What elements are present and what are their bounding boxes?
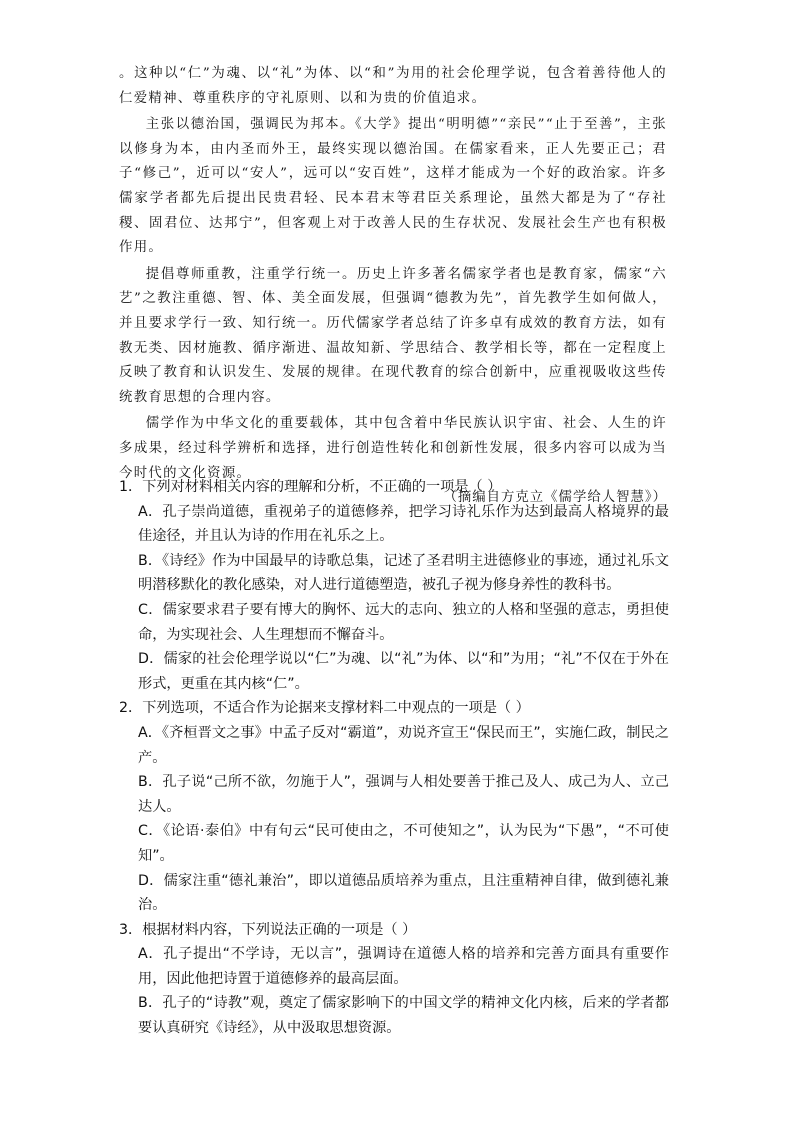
option-b: B．《诗经》作为中国最早的诗歌总集，记述了圣君明主进德修业的事迹，通过礼乐文明潜移默化的教化感染，对人进行道德塑造，被孔子视为修身养性的教科书。 xyxy=(138,552,669,594)
passage-paragraph-3: 提倡尊师重教，注重学行统一。历史上许多著名儒家学者也是教育家，儒家“六艺”之教注重德、智、体、美全面发展，但强调“德教为先”，首先教学生如何做人，并且要求学行一致、知行统一。历代儒家学者总结了许多卓有成效的教育方法，如有教无类、因材施教、循序渐进、温故知新、学思结合、教学相长等，都在一定程度上反映了教育和认识发生、发展的规律。在现代教育的综合创新中，应重视吸收这些传统教育思想的合理内容。 xyxy=(119,266,667,405)
option-a: A．《齐桓晋文之事》中孟子反对“霸道”，劝说齐宣王“保民而王”，实施仁政，制民之产。 xyxy=(138,724,669,766)
question-1 xyxy=(119,475,669,696)
option-c: C．儒家要求君子要有博大的胸怀、远大的志向、独立的人格和坚强的意志，勇担使命，为实现社会、人生理想而不懈奋斗。 xyxy=(138,601,669,643)
question-3 xyxy=(119,918,669,1041)
question-2 xyxy=(119,696,669,917)
option-b: B．孔子说“己所不欲，勿施于人”，强调与人相处要善于推己及人、成己为人、立己达人。 xyxy=(138,774,669,815)
question-stem: 1．下列对材料相关内容的理解和分析，不正确的一项是（ ） xyxy=(119,479,502,495)
reading-passage xyxy=(119,62,667,511)
option-d: D．儒家的社会伦理学说以“仁”为魂、以“礼”为体、以“和”为用；“礼”不仅在于外在形式，更重在其内核“仁”。 xyxy=(138,651,669,692)
option-c: C．《论语·泰伯》中有句云“民可使由之，不可使知之”，认为民为“下愚”，“不可使知”。 xyxy=(138,823,669,864)
passage-paragraph-2: 主张以德治国，强调民为邦本。《大学》提出“明明德”“亲民”“止于至善”，主张以修身为本，由内圣而外王，最终实现以德治国。在儒家看来，正人先要正己；君子“修己”，近可以“安人”，远可以“安百姓”，这样才能成为一个好的政治家。许多儒家学者都先后提出民贵君轻、民本君末等君臣关系理论，虽然大都是为了“存社稷、固君位、达邦宁”，但客观上对于改善人民的生存状况、发展社会生产也有积极作用。 xyxy=(119,117,667,256)
option-b: B．孔子的“诗教”观，奠定了儒家影响下的中国文学的精神文化内核，后来的学者都要认真研究《诗经》，从中汲取思想资源。 xyxy=(138,995,669,1037)
option-a: A．孔子崇尚道德，重视弟子的道德修养，把学习诗礼乐作为达到最高人格境界的最佳途径，并且认为诗的作用在礼乐之上。 xyxy=(138,503,669,545)
passage-source: （摘编自方克立《儒学给人智慧》） xyxy=(443,490,667,506)
question-list xyxy=(119,475,669,1041)
option-d: D．儒家注重“德礼兼治”，即以道德品质培养为重点，且注重精神自律，做到德礼兼治。 xyxy=(138,872,669,914)
passage-paragraph-4: 儒学作为中华文化的重要载体，其中包含着中华民族认识宇宙、社会、人生的许多成果，经过科学辨析和选择，进行创造性转化和创新性发展，很多内容可以成为当今时代的文化资源。 xyxy=(119,416,667,481)
passage-paragraph-1: 。这种以“仁”为魂、以“礼”为体、以“和”为用的社会伦理学说，包含着善待他人的仁爱精神、尊重秩序的守礼原则、以和为贵的价值追求。 xyxy=(119,66,667,106)
question-stem: 2．下列选项，不适合作为论据来支撑材料二中观点的一项是（ ） xyxy=(119,700,530,717)
question-stem: 3．根据材料内容，下列说法正确的一项是（ ） xyxy=(119,921,417,938)
option-a: A．孔子提出“不学诗，无以言”，强调诗在道德人格的培养和完善方面具有重要作用，因此他把诗置于道德修养的最高层面。 xyxy=(138,946,669,987)
